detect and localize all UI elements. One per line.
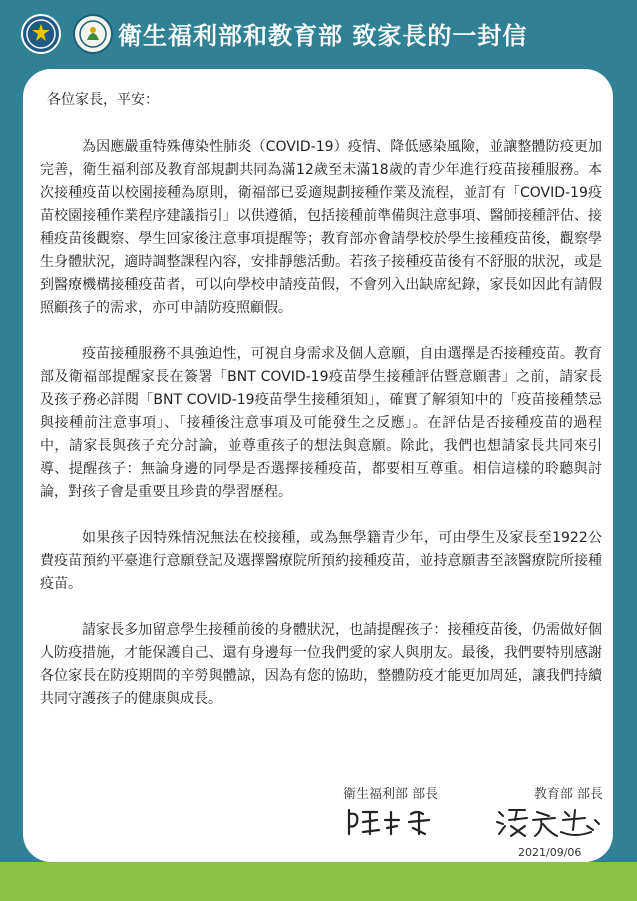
health-ministry-logo: [21, 14, 61, 54]
letter-paper: [23, 69, 613, 862]
education-ministry-logo: [73, 14, 113, 54]
letter-title: 衛生福利部和教育部 致家長的一封信: [118, 22, 528, 50]
paragraph-1: 為因應嚴重特殊傳染性肺炎（COVID-19）疫情、降低感染風險，並讓整體防疫更加完善，衛生福利部及教育部規劃共同為滿12歲至未滿18歲的青少年進行疫苗接種服務。本次接種疫苗以校園接種為原則，衛福部已妥適規劃接種作業及流程，並訂有「COVID-19疫苗校園接種作業程序建議指引」以供遵循，包括接種前準備與注意事項、醫師接種評估、接種疫苗後觀察、學生回家後注意事項提醒等；教育部亦會請學校於學生接種疫苗後，觀察學生身體狀況，適時調整課程內容，安排靜態活動。若孩子接種疫苗後有不舒服的狀況，或是到醫療機構接種疫苗者，可以向學校申請疫苗假，不會列入出缺席紀錄，家長如因此有請假照顧孩子的需求，亦可申請防疫照顧假。: [40, 139, 602, 316]
signer-titles: [343, 783, 603, 802]
paragraph-3: 如果孩子因特殊情況無法在校接種，或為無學籍青少年，可由學生及家長至1922公費疫苗預約平臺進行意願登記及選擇醫療院所預約接種疫苗，並持意願書至該醫療院所接種疫苗。: [40, 530, 602, 592]
signer1-title: 衛生福利部 部長: [343, 787, 439, 802]
letter-date: 2021/09/06: [518, 846, 582, 859]
signer2-signature: [495, 806, 605, 844]
letter-body: [40, 89, 602, 734]
greeting: 各位家長，平安：: [47, 92, 159, 108]
bottom-band: [0, 862, 637, 901]
signer2-title: 教育部 部長: [533, 787, 603, 802]
paragraph-2: 疫苗接種服務不具強迫性，可視自身需求及個人意願，自由選擇是否接種疫苗。教育部及衛福部提醒家長在簽署「BNT COVID-19疫苗學生接種評估暨意願書」之前，請家長及孩子務必詳閱「BNT COVID-19疫苗學生接種須知」，確實了解須知中的「疫苗接種禁忌與接種前注意事項」、「接種後注意事項及可能發生之反應」。在評估是否接種疫苗的過程中，請家長與孩子充分討論，並尊重孩子的想法與意願。除此，我們也想請家長共同來引導、提醒孩子：無論身邊的同學是否選擇接種疫苗，都要相互尊重。相信這樣的聆聽與討論，對孩子會是重要且珍貴的學習歷程。: [40, 346, 602, 500]
signer1-signature: [343, 806, 463, 842]
paragraph-4: 請家長多加留意學生接種前後的身體狀況，也請提醒孩子：接種疫苗後，仍需做好個人防疫措施，才能保護自己、還有身邊每一位我們愛的家人與朋友。最後，我們要特別感謝各位家長在防疫期間的辛勞與體諒，因為有您的協助，整體防疫才能更加周延，讓我們持續共同守護孩子的健康與成長。: [40, 622, 602, 707]
